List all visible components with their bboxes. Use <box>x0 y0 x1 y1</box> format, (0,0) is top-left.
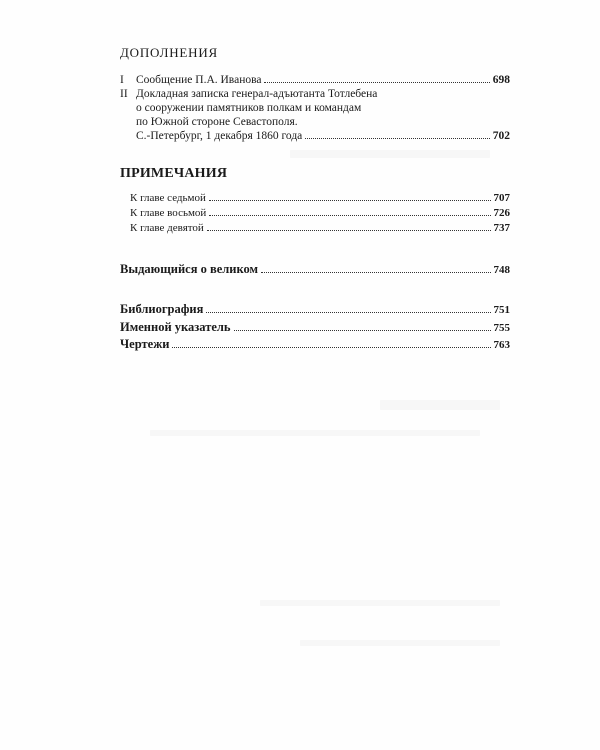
toc-entry-note[interactable] <box>130 207 510 221</box>
toc-entry-note[interactable] <box>130 192 510 206</box>
entry-title-line: Докладная записка генерал-адъютанта Тотлебена <box>136 88 378 100</box>
entry-title: Сообщение П.А. Иванова <box>136 74 262 86</box>
dot-leader <box>264 82 489 83</box>
bleed-through-block <box>290 150 490 158</box>
entry-title-line: о сооружении памятников полкам и командам <box>136 102 362 114</box>
page-number: 763 <box>493 339 510 351</box>
entry-title: Именной указатель <box>120 320 231 334</box>
toc-entry-supplement-2[interactable] <box>120 87 510 143</box>
entry-title: Библиография <box>120 302 204 316</box>
dot-leader <box>305 138 489 139</box>
bleed-through-block <box>300 640 500 646</box>
dot-leader <box>172 347 490 348</box>
entry-title: Чертежи <box>120 337 170 351</box>
dot-leader <box>207 230 491 231</box>
supplements-heading: ДОПОЛНЕНИЯ <box>120 45 218 60</box>
bleed-through-block <box>150 430 480 436</box>
entry-title: К главе девятой <box>130 222 204 234</box>
toc-entry-drawings[interactable] <box>120 337 510 351</box>
entry-title: К главе восьмой <box>130 207 207 219</box>
dot-leader <box>206 312 490 313</box>
page-number: 702 <box>492 130 510 142</box>
entry-title-line: по Южной стороне Севастополя. <box>136 116 298 128</box>
roman-numeral: II <box>120 88 128 100</box>
page-number: 751 <box>493 304 510 316</box>
dot-leader <box>209 200 491 201</box>
bleed-through-block <box>260 600 500 606</box>
page-number: 698 <box>492 74 510 86</box>
page-number: 748 <box>493 264 510 276</box>
entry-title-line: С.-Петербург, 1 декабря 1860 года <box>136 130 303 142</box>
bleed-through-block <box>380 400 500 410</box>
page-number: 726 <box>493 207 510 219</box>
toc-entry-supplement-1[interactable] <box>120 73 510 87</box>
toc-entry-bibliography[interactable] <box>120 302 510 316</box>
roman-numeral: I <box>120 74 124 86</box>
page-number: 737 <box>493 222 510 234</box>
notes-heading: ПРИМЕЧАНИЯ <box>120 166 228 181</box>
toc-entry-note[interactable] <box>130 222 510 236</box>
toc-entry-great[interactable] <box>120 262 510 276</box>
dot-leader <box>261 272 490 273</box>
dot-leader <box>209 215 490 216</box>
toc-entry-name-index[interactable] <box>120 320 510 334</box>
page-number: 707 <box>493 192 510 204</box>
entry-title: Выдающийся о великом <box>120 262 259 276</box>
page-number: 755 <box>493 322 510 334</box>
entry-title: К главе седьмой <box>130 192 206 204</box>
dot-leader <box>234 330 491 331</box>
